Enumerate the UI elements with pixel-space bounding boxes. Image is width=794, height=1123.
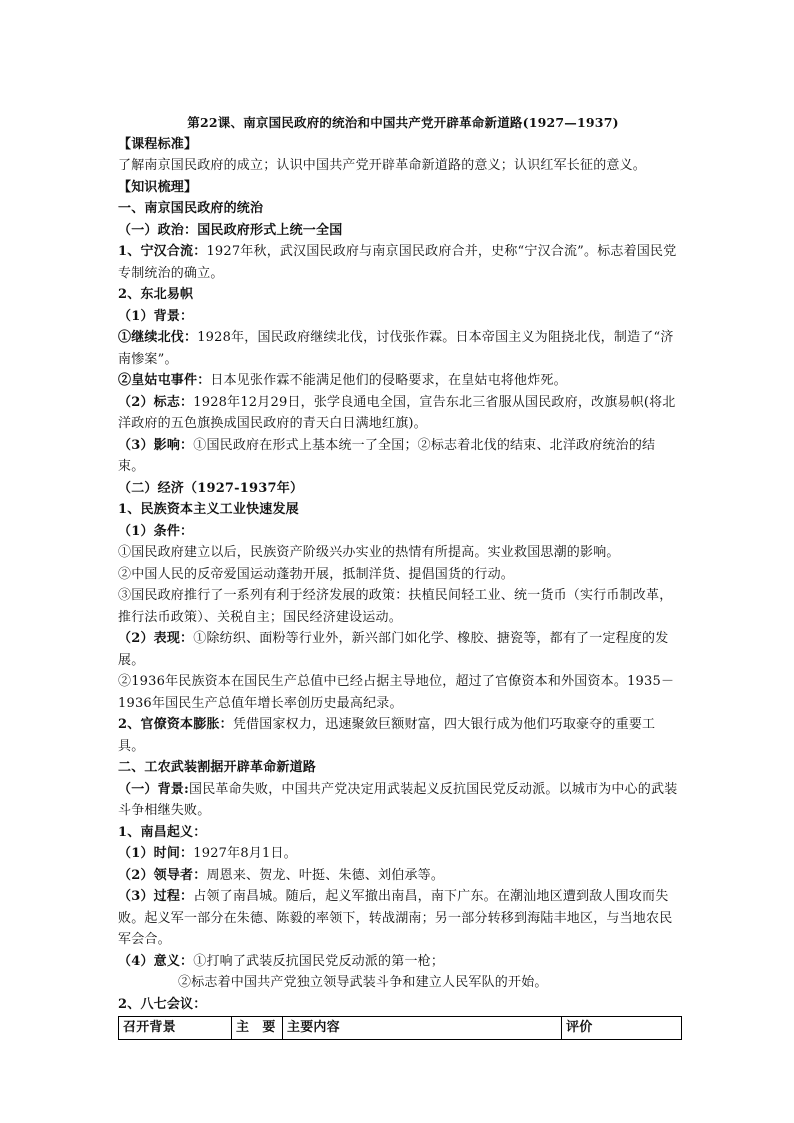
time-text: 1927年8月1日。 [193, 846, 297, 861]
condition-2: ②中国人民的反帝爱国运动蓬勃开展，抵制洋货、提倡国货的行动。 [118, 566, 515, 582]
economy-heading: （二）经济（1927-1937年） [118, 480, 304, 496]
condition-3: ③国民政府推行了一系列有利于经济发展的政策：扶植民间轻工业、统一货币（实行币制改革，推行法币政策）、关税自主；国民经济建设运动。 [118, 588, 673, 625]
knowledge-heading: 【知识梳理】 [118, 179, 198, 195]
ninghan-text: 1927年秋，武汉国民政府与南京国民政府合并，史称“宁汉合流”。标志着国民党专制统治的确立。 [118, 244, 677, 281]
meaning-1: ①打响了武装反抗国民党反动派的第一枪； [193, 953, 445, 969]
leader-text: 周恩来、贺龙、叶挺、朱德、刘伯承等。 [206, 867, 445, 883]
conditions-label: （1）条件： [118, 523, 194, 539]
ninghan-label: 1、宁汉合流： [118, 244, 207, 259]
national-capital-heading: 1、民族资本主义工业快速发展 [118, 502, 299, 517]
meaning-label: （4）意义： [118, 953, 194, 969]
huanggutun-label: ②皇姑屯事件： [118, 373, 211, 388]
curriculum-text: 了解南京国民政府的成立；认识中国共产党开辟革命新道路的意义；认识红军长征的意义。 [118, 158, 647, 173]
ninghan-paragraph [118, 241, 678, 284]
meaning-2: ②标志着中国共产党独立领导武装斗争和建立人民军队的开始。 [178, 975, 548, 990]
bureaucratic-capital-text: 凭借国家权力，迅速聚敛巨额财富，四大银行成为他们巧取豪夺的重要工具。 [118, 717, 656, 754]
curriculum-heading: 【课程标准】 [118, 136, 198, 152]
table-header-cell: 评价 [562, 1017, 682, 1040]
sign-paragraph [118, 392, 678, 435]
august-7-meeting-table [118, 1016, 682, 1040]
process-text: 占领了南昌城。随后，起义军撤出南昌，南下广东。在潮汕地区遭到敌人围攻而失败。起义军一部分在朱德、陈毅的率领下，转战湖南；另一部分转移到海陆丰地区，与当地农民军会合。 [118, 889, 673, 947]
huanggutun-text: 日本见张作霖不能满足他们的侵略要求，在皇姑屯将他炸死。 [210, 373, 567, 388]
table-header-cell: 主要内容 [283, 1017, 562, 1040]
northern-expedition-label: ①继续北伐： [118, 330, 198, 345]
nanchang-meaning [118, 951, 678, 973]
condition-1: ①国民政府建立以后，民族资产阶级兴办实业的热情有所提高。实业救国思潮的影响。 [118, 545, 620, 560]
bureaucratic-capital-paragraph [118, 714, 678, 757]
nanchang-leaders [118, 865, 678, 887]
table-header-cell: 召开背景 [119, 1017, 232, 1040]
performance-1: ①除纺织、面粉等行业外，新兴部门如化学、橡胶、搪瓷等，都有了一定程度的发展。 [118, 631, 669, 668]
nanchang-process [118, 886, 678, 951]
politics-heading: （一）政治：国民政府形式上统一全国 [118, 222, 343, 238]
lesson-title: 第22课、南京国民政府的统治和中国共产党开辟革命新道路(1927—1937) [187, 115, 619, 130]
sign-text: 1928年12月29日，张学良通电全国，宣告东北三省服从国民政府，改旗易帜(将北洋政府的五色旗换成国民政府的青天白日满地红旗)。 [118, 394, 676, 431]
time-label: （1）时间： [118, 846, 194, 861]
nanchang-heading: 1、南昌起义： [118, 824, 207, 840]
performance-paragraph [118, 628, 678, 671]
process-label: （3）过程： [118, 889, 194, 904]
section-2-heading: 二、工农武装割据开辟革命新道路 [118, 760, 317, 775]
impact-paragraph [118, 435, 678, 478]
performance-2: ②1936年民族资本在国民生产总值中已经占据主导地位，超过了官僚资本和外国资本。1935－1936年国民生产总值年增长率创历史最高纪录。 [118, 674, 675, 711]
performance-label: （2）表现： [118, 631, 194, 646]
table-header-row [119, 1017, 682, 1040]
section-2-background-label: （一）背景: [118, 781, 189, 797]
bureaucratic-capital-label: 2、官僚资本膨胀： [118, 717, 233, 732]
table-header-cell: 主 要 [232, 1017, 283, 1040]
huanggutun-paragraph [118, 370, 678, 392]
section-2-background [118, 779, 678, 822]
impact-label: （3）影响： [118, 437, 194, 453]
background-label: （1）背景： [118, 308, 194, 324]
northeast-heading: 2、东北易帜 [118, 287, 194, 302]
sign-label: （2）标志： [118, 394, 194, 410]
august-7-meeting-heading: 2、八七会议： [118, 996, 207, 1012]
section-1-heading: 一、南京国民政府的统治 [118, 201, 264, 216]
northern-expedition-paragraph [118, 327, 678, 370]
northern-expedition-text: 1928年，国民政府继续北伐，讨伐张作霖。日本帝国主义为阻挠北伐，制造了“济南惨案”。 [118, 330, 674, 367]
nanchang-time [118, 843, 678, 865]
section-2-background-text: 国民革命失败，中国共产党决定用武装起义反抗国民党反动派。以城市为中心的武装斗争相继失败。 [118, 781, 678, 818]
leader-label: （2）领导者： [118, 867, 207, 883]
document-body [118, 112, 678, 1040]
impact-text: ①国民政府在形式上基本统一了全国；②标志着北伐的结束、北洋政府统治的结束。 [118, 437, 656, 474]
